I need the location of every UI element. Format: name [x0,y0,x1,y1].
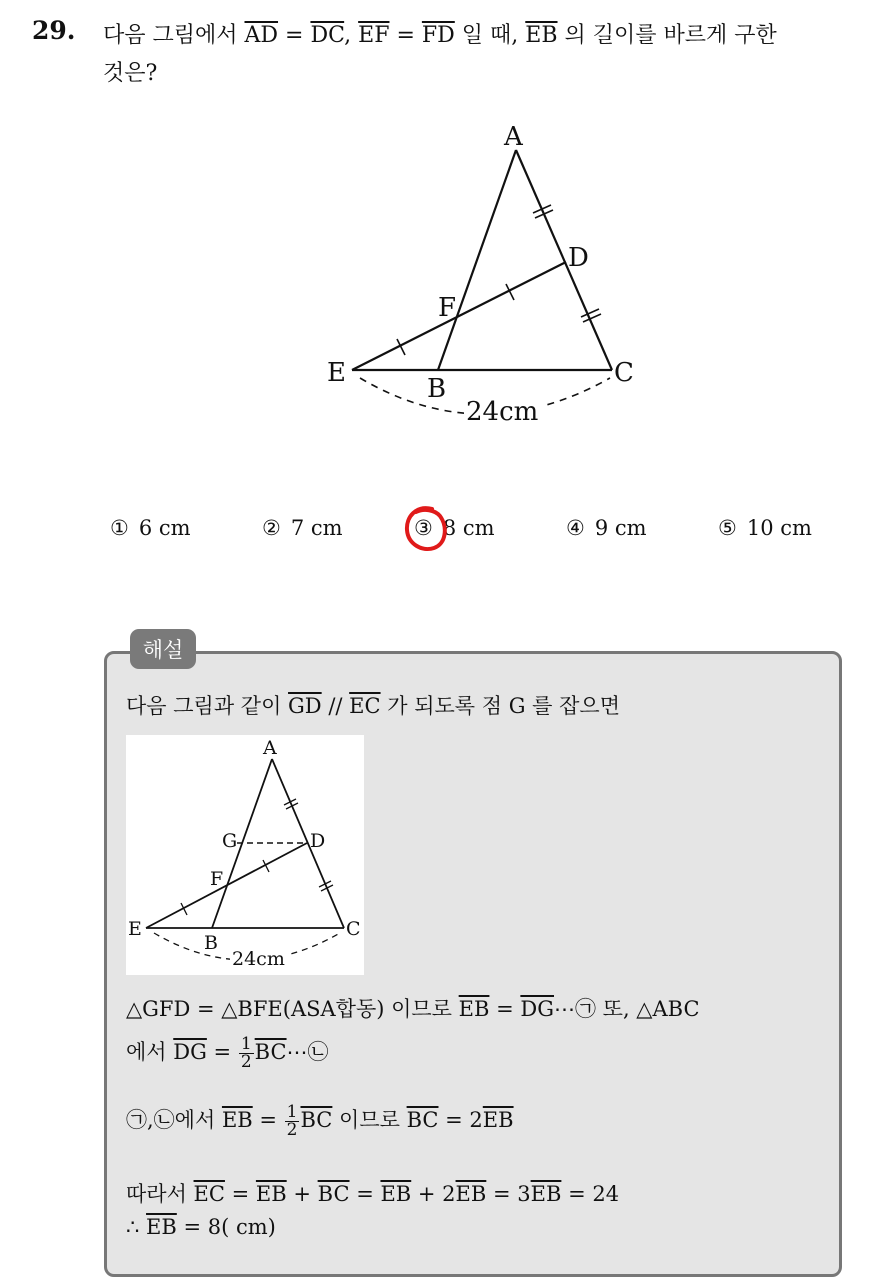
label-B: B [427,374,447,404]
label-E: E [327,358,346,388]
length-label: 24cm [466,397,539,427]
triangle-figure [300,110,660,440]
question-text-line2: 것은? [103,61,158,86]
choice-4[interactable]: ④ 9 cm [566,516,647,540]
choice-5[interactable]: ⑤ 10 cm [718,516,812,540]
question-text-line1: 다음 그림에서 $\overline{AD} = \overline{DC}$, $\overline{EF} = \overline{FD}$ 일 때, $\overline{EB}$ 의 길이를 바르게 구한 [103,23,777,48]
solution-line-2: △GFD = △BFE(ASA합동) 이므로 $\overline{EB}$ = $\overline{DG}\cdots㉠$ 또, △ABC [126,997,700,1021]
question-number: 29. [32,16,76,45]
fig2-label-B: B [204,932,218,954]
fig2-label-E: E [128,918,142,940]
solution-line-1: 다음 그림과 같이 $\overline{GD} // \overline{EC}$ 가 되도록 점 G 를 잡으면 [126,694,620,718]
solution-line-4: ㉠,㉡에서 $\overline{EB}$ = $\frac{1}{2}$ $\overline{BC}$ 이므로 $\overline{BC} = 2\overline{EB}$ [126,1102,514,1140]
segment-AB [438,150,516,370]
label-D: D [568,243,589,273]
solution-line-3: 에서 $\overline{DG}$ = $\frac{1}{2}$ $\overline{BC}\cdots㉡$ [126,1034,329,1072]
label-C: C [614,358,634,388]
fig2-label-F: F [210,868,224,890]
fraction-one-half: $\frac{1}{2}$ [286,1102,298,1140]
fig2-length-label: 24cm [232,948,285,970]
solution-line-5: 따라서 $\overline{EC} = \overline{EB} + \overline{BC} = \overline{EB} + 2\overline{EB} = 3\overline{EB} = 24$ [126,1182,620,1206]
choice-3[interactable]: ③ 8 cm [414,516,495,540]
label-F: F [438,293,457,323]
fig2-label-D: D [310,830,326,852]
fig2-label-A: A [263,737,277,759]
fig2-label-G: G [222,830,238,852]
solution-badge: 해설 [130,629,196,669]
solution-triangle-figure [126,735,364,975]
fig2-label-C: C [346,918,361,940]
segment-ED [352,262,566,370]
answer-choices [0,516,884,552]
choice-2[interactable]: ② 7 cm [262,516,343,540]
solution-line-6: ∴ $\overline{EB} = 8$( cm) [126,1215,276,1239]
fraction-one-half: $\frac{1}{2}$ [240,1034,252,1072]
label-A: A [504,122,523,152]
segment-AC [516,150,612,370]
choice-1[interactable]: ① 6 cm [110,516,191,540]
